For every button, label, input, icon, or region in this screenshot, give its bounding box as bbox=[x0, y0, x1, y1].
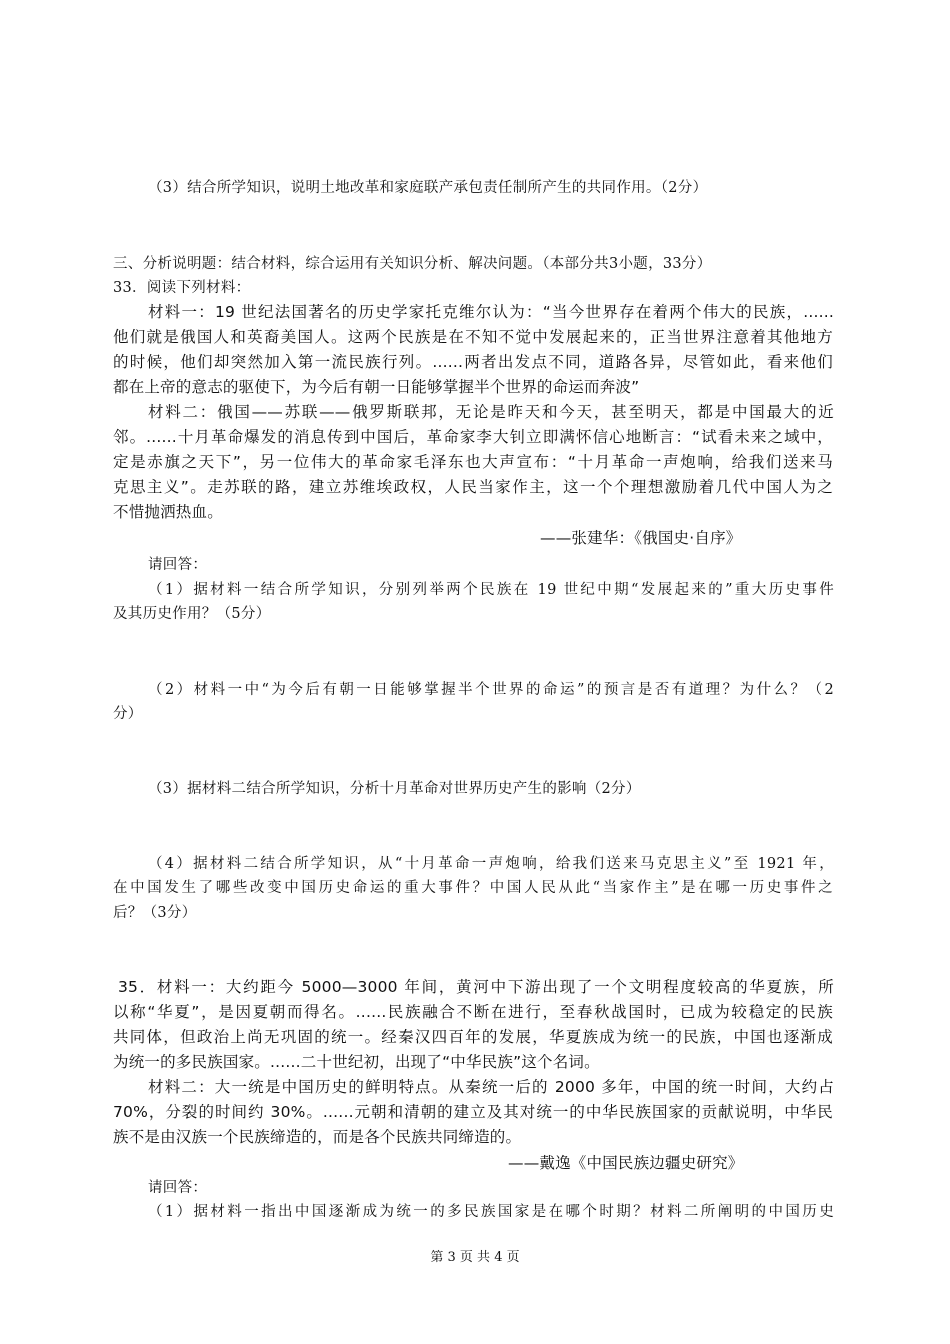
page-footer: 第 3 页 共 4 页 bbox=[430, 1250, 520, 1265]
q35-prompt: 请回答： bbox=[148, 1180, 208, 1196]
question-33-intro: 33．阅读下列材料： bbox=[113, 280, 251, 296]
q33-material2-line: 材料二：俄国——苏联——俄罗斯联邦，无论是昨天和今天，甚至明天，都是中国最大的近 bbox=[148, 403, 834, 421]
question-3-part-3: （3）结合所学知识，说明土地改革和家庭联产承包责任制所产生的共同作用。（2分） bbox=[148, 180, 708, 196]
section-3-header: 三、分析说明题：结合材料，综合运用有关知识分析、解决问题。（本部分共3小题，33分） bbox=[113, 256, 712, 272]
q33-sub2-line: （2）材料一中“为今后有朝一日能够掌握半个世界的命运”的预言是否有道理？为什么？（2 bbox=[148, 682, 834, 698]
q33-sub1-line: 及其历史作用？（5分） bbox=[113, 606, 271, 622]
q33-material1-line: 材料一：19 世纪法国著名的历史学家托克维尔认为：“当今世界存在着两个伟大的民族，...... bbox=[148, 303, 834, 321]
q35-material1-line: 以称“华夏”，是因夏朝而得名。......民族融合不断在进行，至春秋战国时，已成为较稳定的民族 bbox=[113, 1003, 833, 1021]
q35-material1-line: 为统一的多民族国家。......二十世纪初，出现了“中华民族”这个名词。 bbox=[113, 1053, 600, 1071]
q35-sub1-line: （1）据材料一指出中国逐渐成为统一的多民族国家是在哪个时期？材料二所阐明的中国历史 bbox=[148, 1204, 834, 1220]
q35-material2-line: 族不是由汉族一个民族缔造的，而是各个民族共同缔造的。 bbox=[113, 1128, 522, 1146]
q33-material2-line: 克思主义”。走苏联的路，建立苏维埃政权，人民当家作主，这一个个理想激励着几代中国人为之 bbox=[113, 478, 833, 496]
q33-material1-line: 都在上帝的意志的驱使下，为今后有朝一日能够掌握半个世界的命运而奔波” bbox=[113, 378, 640, 396]
q33-sub3: （3）据材料二结合所学知识，分析十月革命对世界历史产生的影响（2分） bbox=[148, 781, 641, 797]
q33-sub1-line: （1）据材料一结合所学知识，分别列举两个民族在 19 世纪中期“发展起来的”重大历史事件 bbox=[148, 582, 834, 598]
q35-material1-line: 35．材料一：大约距今 5000—3000 年间，黄河中下游出现了一个文明程度较高的华夏族，所 bbox=[118, 978, 834, 996]
q33-material1-line: 的时候，他们却突然加入第一流民族行列。......两者出发点不同，道路各异，尽管如此，看来他们 bbox=[113, 353, 833, 371]
q33-source-citation: ——张建华：《俄国史·自序》 bbox=[540, 529, 742, 547]
q33-sub4-line: 在中国发生了哪些改变中国历史命运的重大事件？中国人民从此“当家作主”是在哪一历史事件之 bbox=[113, 880, 833, 896]
q35-material1-line: 共同体，但政治上尚无巩固的统一。经秦汉四百年的发展，华夏族成为统一的民族，中国也逐渐成 bbox=[113, 1028, 833, 1046]
q33-sub4-line: 后？（3分） bbox=[113, 905, 197, 921]
q35-material2-line: 材料二：大一统是中国历史的鲜明特点。从秦统一后的 2000 多年，中国的统一时间，大约占 bbox=[148, 1078, 834, 1096]
q35-material2-line: 70%，分裂的时间约 30%。......元朝和清朝的建立及其对统一的中华民族国家的贡献说明，中华民 bbox=[113, 1103, 833, 1121]
q33-material2-line: 邻。......十月革命爆发的消息传到中国后，革命家李大钊立即满怀信心地断言：“试看未来之域中， bbox=[113, 428, 833, 446]
q33-sub2-line: 分） bbox=[113, 706, 143, 722]
q33-sub4-line: （4）据材料二结合所学知识，从“十月革命一声炮响，给我们送来马克思主义”至 1921 年， bbox=[148, 856, 834, 872]
q35-source-citation: ——戴逸《中国民族边疆史研究》 bbox=[508, 1154, 744, 1172]
q33-prompt: 请回答： bbox=[148, 557, 208, 573]
q33-material2-line: 定是赤旗之天下”，另一位伟大的革命家毛泽东也大声宣布：“十月革命一声炮响，给我们送来马 bbox=[113, 453, 833, 471]
q33-material1-line: 他们就是俄国人和英裔美国人。这两个民族是在不知不觉中发展起来的，正当世界注意着其他地方 bbox=[113, 328, 833, 346]
q33-material2-line: 不惜抛洒热血。 bbox=[113, 503, 223, 521]
